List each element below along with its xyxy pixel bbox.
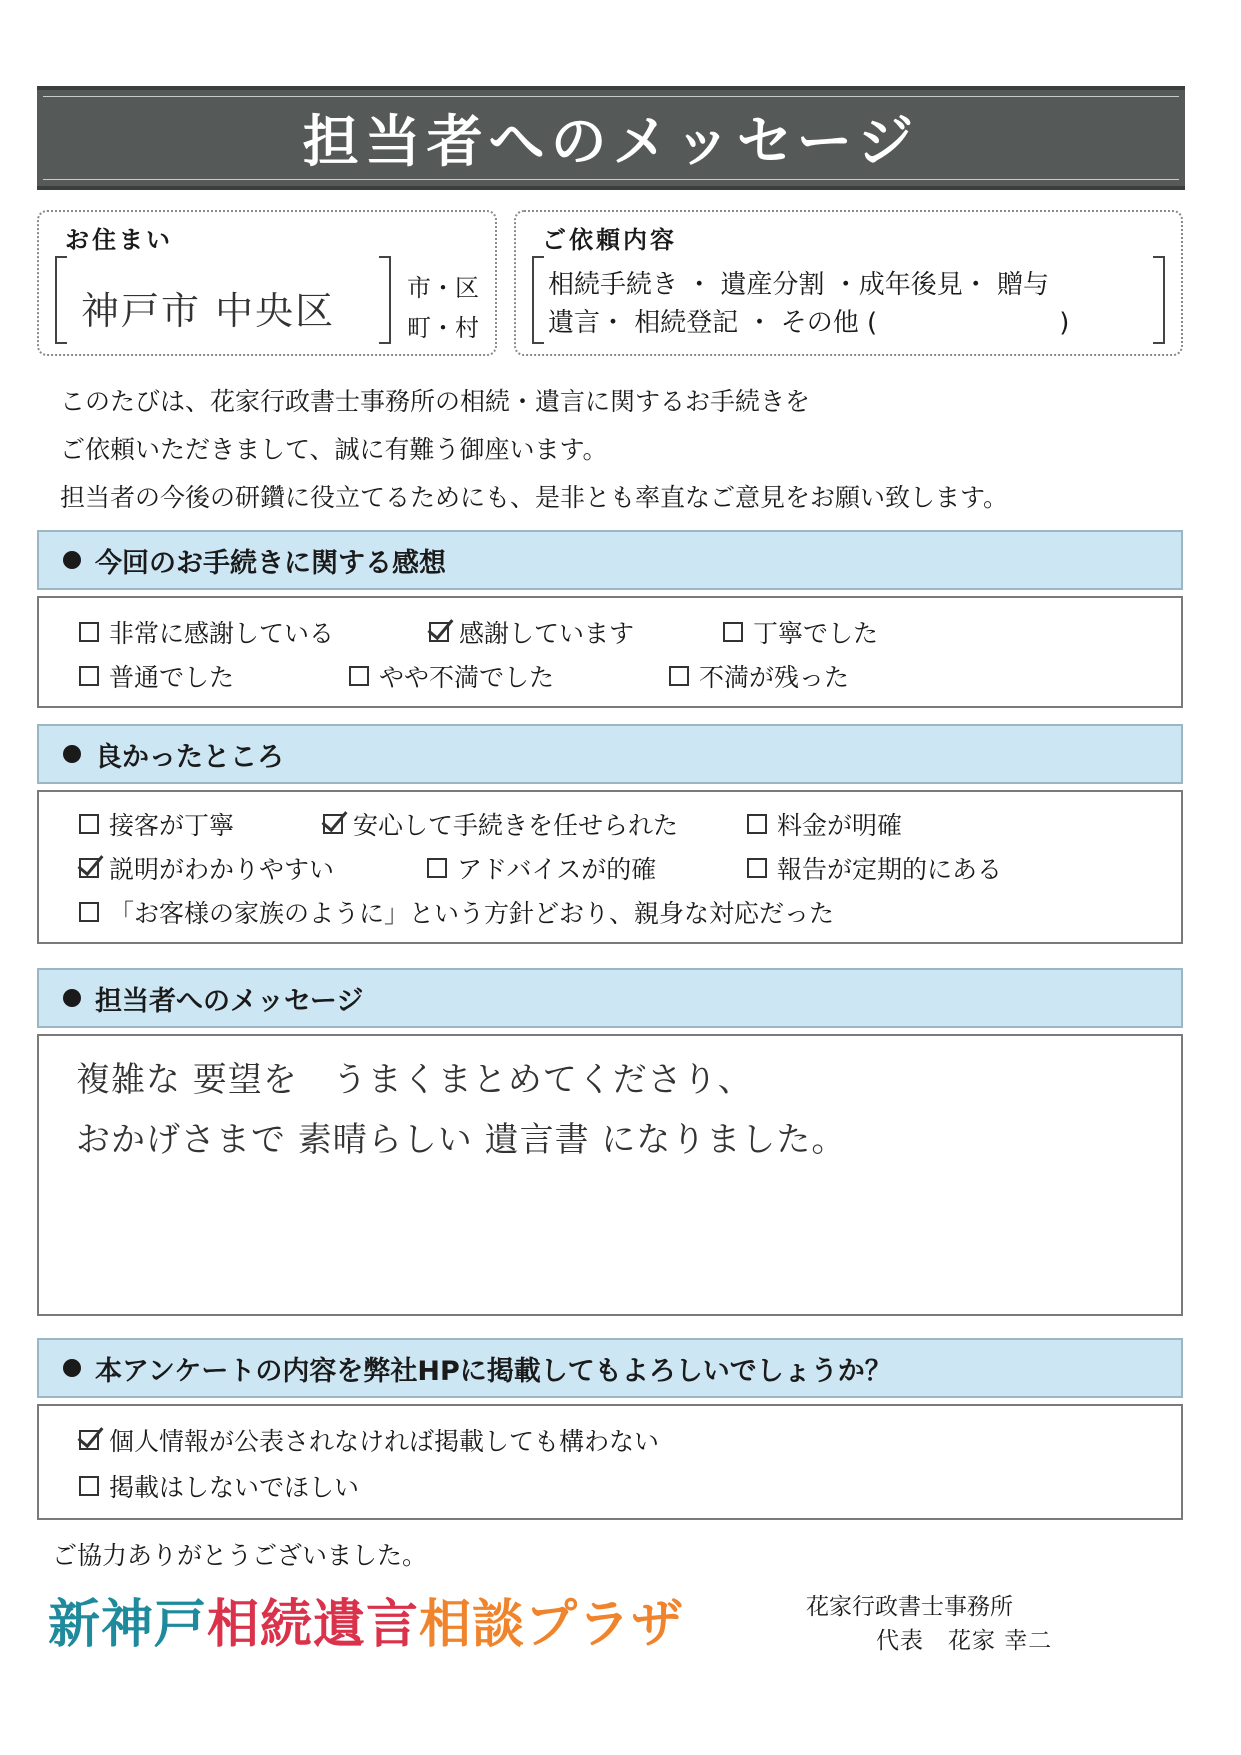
option-publish-no[interactable]: 掲載はしないでほしい bbox=[79, 1468, 359, 1504]
section-heading: 今回のお手続きに関する感想 bbox=[95, 547, 446, 579]
representative: 代表 花家 幸二 bbox=[876, 1628, 1053, 1654]
checkbox-checked-icon[interactable] bbox=[79, 858, 99, 878]
section-header-impression bbox=[37, 530, 1183, 590]
bullet-icon bbox=[63, 989, 81, 1007]
request-line-2: 遺言・ 相続登記 ・ その他 ( ) bbox=[548, 308, 1070, 338]
bracket-left bbox=[532, 256, 544, 344]
checkbox-checked-icon[interactable] bbox=[429, 622, 449, 642]
section-heading: 良かったところ bbox=[95, 741, 284, 773]
option-accurate-advice[interactable]: アドバイスが的確 bbox=[427, 850, 656, 886]
section-header-message bbox=[37, 968, 1183, 1028]
bullet-icon bbox=[63, 1359, 81, 1377]
option-family-like-service[interactable]: 「お客様の家族のように」という方針どおり、親身な対応だった bbox=[79, 894, 834, 930]
checkbox-icon[interactable] bbox=[79, 622, 99, 642]
office-name: 花家行政書士事務所 bbox=[806, 1594, 1013, 1620]
checkbox-icon[interactable] bbox=[79, 814, 99, 834]
logo-part: 新神戸 bbox=[48, 1595, 208, 1655]
option-clear-fees[interactable]: 料金が明確 bbox=[747, 806, 902, 842]
option-very-grateful[interactable]: 非常に感謝している bbox=[79, 614, 334, 650]
section-body-impression bbox=[37, 596, 1183, 708]
intro-line: ご依頼いただきまして、誠に有難う御座います。 bbox=[60, 435, 608, 464]
option-dissatisfied[interactable]: 不満が残った bbox=[669, 658, 849, 694]
section-body-publish bbox=[37, 1404, 1183, 1520]
section-heading: 本アンケートの内容を弊社HPに掲載してもよろしいでしょうか？ bbox=[95, 1355, 892, 1387]
logo bbox=[48, 1582, 684, 1657]
section-body-good-points bbox=[37, 790, 1183, 944]
intro-line: このたびは、花家行政書士事務所の相続・遺言に関するお手続きを bbox=[60, 387, 811, 416]
option-polite[interactable]: 丁寧でした bbox=[723, 614, 878, 650]
request-line-1: 相続手続き ・ 遺産分割 ・成年後見・ 贈与 bbox=[548, 270, 1050, 300]
checkbox-icon[interactable] bbox=[427, 858, 447, 878]
title-bar bbox=[37, 86, 1185, 190]
logo-part: 相続遺言 bbox=[207, 1595, 420, 1655]
checkbox-icon[interactable] bbox=[747, 814, 767, 834]
checkbox-icon[interactable] bbox=[79, 902, 99, 922]
bullet-icon bbox=[63, 551, 81, 569]
address-options-town: 町・村 bbox=[407, 314, 479, 342]
request-label: ご依頼内容 bbox=[542, 226, 677, 254]
option-somewhat-dissatisfied[interactable]: やや不満でした bbox=[349, 658, 554, 694]
logo-part: 相談プラザ bbox=[419, 1595, 685, 1655]
option-publish-ok[interactable]: 個人情報が公表されなければ掲載しても構わない bbox=[79, 1422, 659, 1458]
address-label: お住まい bbox=[65, 226, 173, 254]
option-grateful[interactable]: 感謝しています bbox=[429, 614, 634, 650]
option-regular-reports[interactable]: 報告が定期的にある bbox=[747, 850, 1002, 886]
bullet-icon bbox=[63, 745, 81, 763]
checkbox-checked-icon[interactable] bbox=[323, 814, 343, 834]
option-normal[interactable]: 普通でした bbox=[79, 658, 234, 694]
checkbox-icon[interactable] bbox=[747, 858, 767, 878]
message-line: 複雑な 要望を うまくまとめてくださり、 bbox=[76, 1060, 753, 1100]
address-options-city: 市・区 bbox=[407, 274, 479, 302]
option-reassuring[interactable]: 安心して手続きを任せられた bbox=[323, 806, 678, 842]
checkbox-icon[interactable] bbox=[79, 666, 99, 686]
checkbox-icon[interactable] bbox=[723, 622, 743, 642]
checkbox-icon[interactable] bbox=[349, 666, 369, 686]
section-heading: 担当者へのメッセージ bbox=[95, 985, 364, 1017]
thanks-text: ご協力ありがとうございました。 bbox=[52, 1541, 428, 1570]
request-box bbox=[514, 210, 1183, 356]
section-header-publish bbox=[37, 1338, 1183, 1398]
checkbox-checked-icon[interactable] bbox=[79, 1430, 99, 1450]
message-line: おかげさまで 素晴らしい 遺言書 になりました。 bbox=[76, 1120, 847, 1160]
bracket-left bbox=[55, 256, 67, 344]
page-title: 担当者へのメッセージ bbox=[302, 110, 920, 175]
address-box bbox=[37, 210, 497, 356]
intro-line: 担当者の今後の研鑽に役立てるためにも、是非とも率直なご意見をお願い致します。 bbox=[60, 483, 1009, 512]
address-handwritten[interactable]: 神戸市 中央区 bbox=[81, 289, 336, 333]
checkbox-icon[interactable] bbox=[669, 666, 689, 686]
section-header-good-points bbox=[37, 724, 1183, 784]
option-polite-service[interactable]: 接客が丁寧 bbox=[79, 806, 234, 842]
bracket-right bbox=[379, 256, 391, 344]
option-clear-explanation[interactable]: 説明がわかりやすい bbox=[79, 850, 334, 886]
bracket-right bbox=[1153, 256, 1165, 344]
checkbox-icon[interactable] bbox=[79, 1476, 99, 1496]
